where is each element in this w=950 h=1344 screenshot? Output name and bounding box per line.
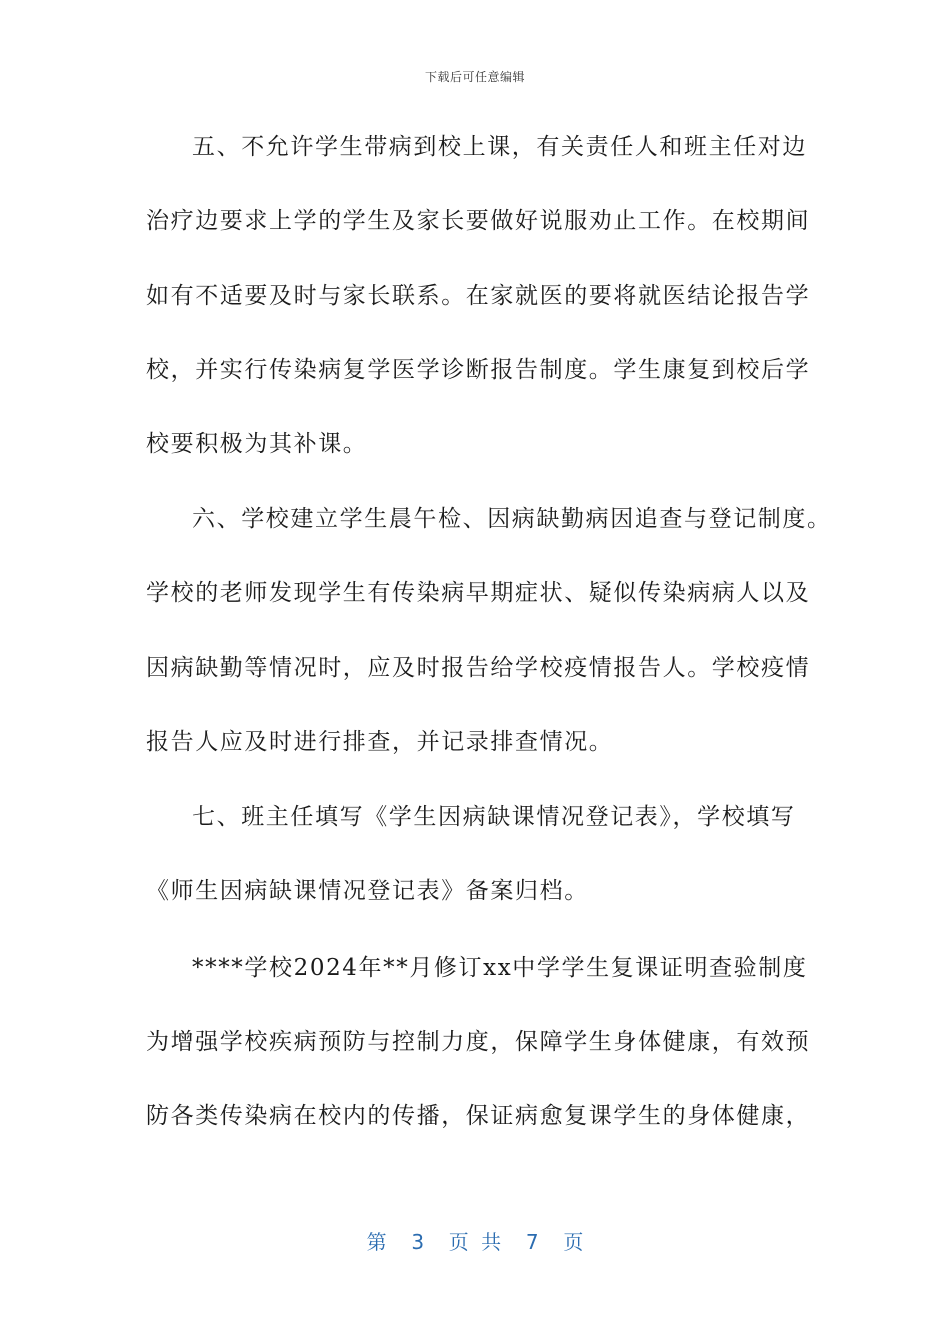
paragraph-6-line-1: 六、学校建立学生晨午检、因病缺勤病因追查与登记制度。 <box>192 506 832 532</box>
paragraph-5-line-2: 治疗边要求上学的学生及家长要做好说服劝止工作。在校期间 <box>146 208 811 234</box>
paragraph-5-line-5: 校要积极为其补课。 <box>146 431 368 457</box>
paragraph-6-line-4: 报告人应及时进行排查，并记录排查情况。 <box>146 729 614 755</box>
section-title: ****学校2024年**月修订xx中学学生复课证明查验制度 <box>192 955 808 981</box>
paragraph-5-line-4: 校，并实行传染病复学医学诊断报告制度。学生康复到校后学 <box>146 357 811 383</box>
paragraph-5-line-3: 如有不适要及时与家长联系。在家就医的要将就医结论报告学 <box>146 283 811 309</box>
paragraph-7-line-1: 七、班主任填写《学生因病缺课情况登记表》，学校填写 <box>192 804 796 830</box>
page-number-footer: 第 3 页 共 7 页 <box>366 1230 584 1254</box>
header-note: 下载后可任意编辑 <box>424 70 525 84</box>
paragraph-5-line-1: 五、不允许学生带病到校上课，有关责任人和班主任对边 <box>192 134 807 160</box>
paragraph-6-line-3: 因病缺勤等情况时，应及时报告给学校疫情报告人。学校疫情 <box>146 655 811 681</box>
intro-paragraph-line-2: 防各类传染病在校内的传播，保证病愈复课学生的身体健康， <box>146 1103 811 1129</box>
intro-paragraph-line-1: 为增强学校疾病预防与控制力度，保障学生身体健康，有效预 <box>146 1029 811 1055</box>
paragraph-6-line-2: 学校的老师发现学生有传染病早期症状、疑似传染病病人以及 <box>146 580 811 606</box>
paragraph-7-line-2: 《师生因病缺课情况登记表》备案归档。 <box>146 878 589 904</box>
